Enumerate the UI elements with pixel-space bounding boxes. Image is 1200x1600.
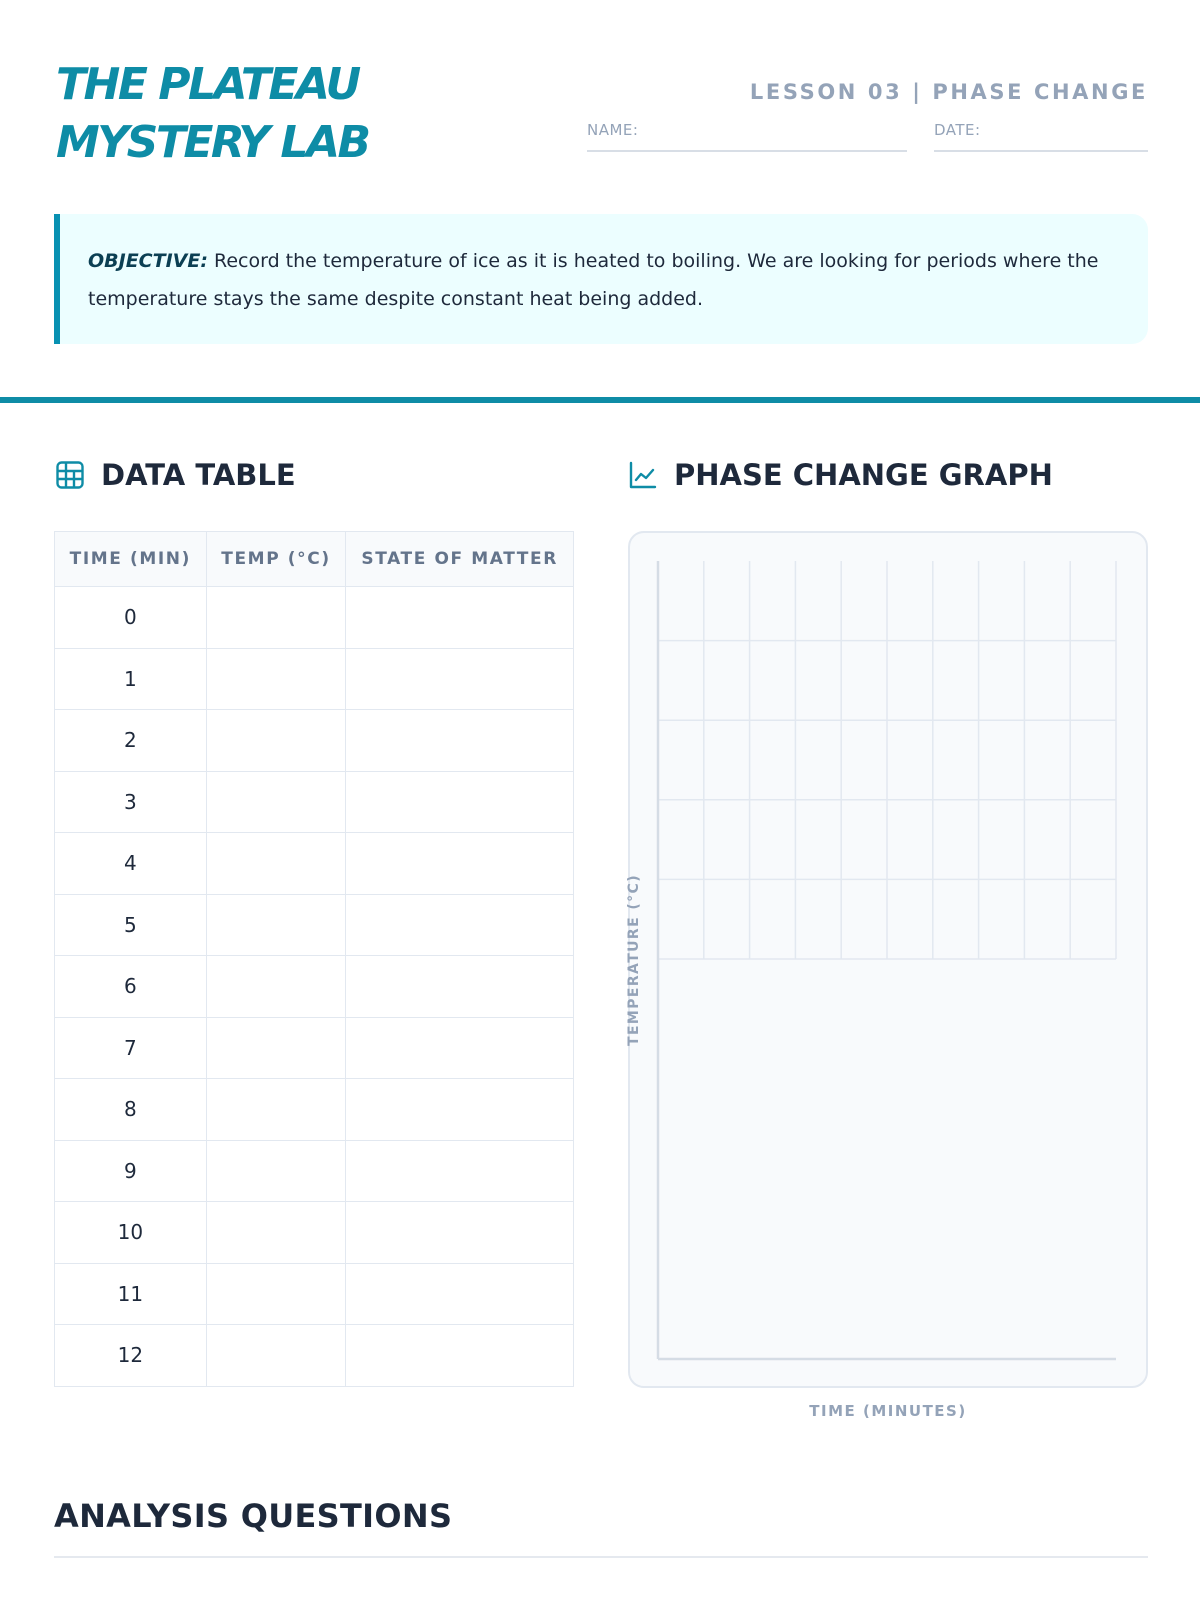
state-cell[interactable] (346, 1202, 574, 1264)
state-cell[interactable] (346, 1263, 574, 1325)
title-line-2: MYSTERY LAB (56, 117, 369, 168)
temp-cell[interactable] (206, 710, 346, 772)
table-body (55, 587, 574, 1387)
table-row (55, 710, 574, 772)
temp-cell[interactable] (206, 1017, 346, 1079)
grid-lines (658, 561, 1116, 959)
title-line-1: THE PLATEAU (56, 59, 359, 110)
data-table-title: DATA TABLE (101, 458, 296, 492)
table-row (55, 956, 574, 1018)
temp-cell[interactable] (206, 1140, 346, 1202)
section-divider (0, 397, 1200, 403)
time-cell: 11 (55, 1263, 207, 1325)
state-cell[interactable] (346, 1325, 574, 1387)
date-field[interactable] (934, 120, 1148, 152)
table-row (55, 771, 574, 833)
name-field[interactable] (587, 120, 907, 152)
table-row (55, 1079, 574, 1141)
time-cell: 10 (55, 1202, 207, 1264)
column-header-state: STATE OF MATTER (346, 532, 574, 587)
graph-grid (628, 531, 1148, 1388)
table-row (55, 1263, 574, 1325)
column-header-temp: TEMP (°C) (206, 532, 346, 587)
column-header-time: TIME (MIN) (55, 532, 207, 587)
data-table (54, 531, 574, 1387)
analysis-rule (54, 1556, 1148, 1558)
table-row (55, 587, 574, 649)
temp-cell[interactable] (206, 587, 346, 649)
time-cell: 12 (55, 1325, 207, 1387)
time-cell: 4 (55, 833, 207, 895)
objective-box (54, 214, 1148, 344)
graph-heading (628, 458, 1053, 492)
table-row (55, 1017, 574, 1079)
table-icon (55, 460, 85, 490)
temp-cell[interactable] (206, 1325, 346, 1387)
time-cell: 3 (55, 771, 207, 833)
lesson-label: LESSON 03 | PHASE CHANGE (749, 80, 1148, 104)
temp-cell[interactable] (206, 1263, 346, 1325)
x-axis-label: TIME (MINUTES) (809, 1402, 967, 1420)
state-cell[interactable] (346, 587, 574, 649)
state-cell[interactable] (346, 1017, 574, 1079)
state-cell[interactable] (346, 833, 574, 895)
table-row (55, 1325, 574, 1387)
y-axis-label: TEMPERATURE (°C) (626, 873, 642, 1047)
date-field-label: DATE: (934, 121, 981, 139)
time-cell: 5 (55, 894, 207, 956)
table-row (55, 833, 574, 895)
table-row (55, 1202, 574, 1264)
time-cell: 7 (55, 1017, 207, 1079)
temp-cell[interactable] (206, 771, 346, 833)
state-cell[interactable] (346, 710, 574, 772)
temp-cell[interactable] (206, 956, 346, 1018)
objective-text: Record the temperature of ice as it is heated to boiling. We are looking for periods where the temperature stays the same despite constant heat being added. (88, 250, 1099, 310)
state-cell[interactable] (346, 648, 574, 710)
temp-cell[interactable] (206, 1079, 346, 1141)
temp-cell[interactable] (206, 894, 346, 956)
time-cell: 0 (55, 587, 207, 649)
table-row (55, 1140, 574, 1202)
objective-label: OBJECTIVE: (88, 250, 208, 272)
temp-cell[interactable] (206, 1202, 346, 1264)
table-row (55, 648, 574, 710)
state-cell[interactable] (346, 771, 574, 833)
graph-title: PHASE CHANGE GRAPH (674, 458, 1053, 492)
line-chart-icon (628, 460, 658, 490)
data-table-heading (55, 458, 296, 492)
time-cell: 8 (55, 1079, 207, 1141)
temp-cell[interactable] (206, 833, 346, 895)
time-cell: 2 (55, 710, 207, 772)
page-title (56, 56, 369, 172)
state-cell[interactable] (346, 956, 574, 1018)
time-cell: 6 (55, 956, 207, 1018)
time-cell: 1 (55, 648, 207, 710)
state-cell[interactable] (346, 1079, 574, 1141)
state-cell[interactable] (346, 1140, 574, 1202)
table-row (55, 894, 574, 956)
temp-cell[interactable] (206, 648, 346, 710)
name-field-label: NAME: (587, 121, 639, 139)
time-cell: 9 (55, 1140, 207, 1202)
analysis-heading: ANALYSIS QUESTIONS (54, 1497, 453, 1535)
table-header-row (55, 532, 574, 587)
state-cell[interactable] (346, 894, 574, 956)
